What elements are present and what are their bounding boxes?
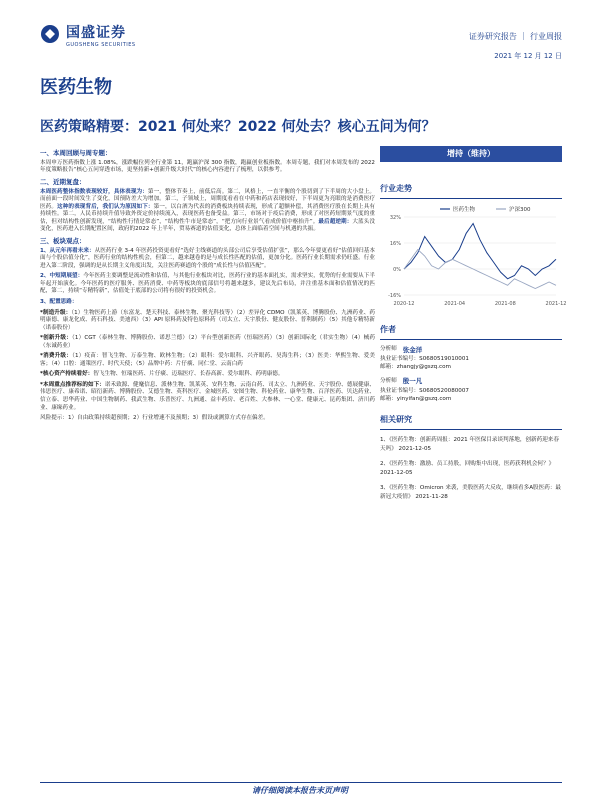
- sector-title: 医药生物: [40, 77, 112, 98]
- y-tick-label: 32%: [389, 214, 401, 221]
- list-item: *消费升级：（1）疫苗：智飞生物、万泰生物、欧林生物；（2）眼科：爱尔眼科、兴齐眼药、昊海生科；（3）医美：华熙生物、爱美客；（4）口腔：通策医疗、时代天使；（5）品牌中药：片仔癀、同仁堂、云南白药: [40, 353, 375, 367]
- footer-divider: [40, 782, 562, 783]
- rating-badge: 增持（维持）: [380, 146, 562, 162]
- analyst-row: 分析师 张金洋: [380, 345, 423, 354]
- list-item: *本周重点推荐标的如下：诺禾致源、健麾信息、派林生物、凯莱英、安科生物、云南白药、司太立、九洲药业、天宇股份、德展健康、伟思医疗、康希诺、昭衍新药、博腾股份、艾德生物、英科医疗、金城医药、安图生物、科伦药业、康华生物、百洋医药、贝达药业、信立泰、思华药业、中国生物制药、我武生物、乐普医疗、九洲通、益丰药房、老百姓、大参林、一心堂、健康元、昆药集团、济川药业、康缘药业。: [40, 381, 375, 411]
- risk-note: 风险提示：1）自由政策持续超预期；2）行业增速不及预期；3）假设或测算方式存在偏差。: [40, 415, 269, 422]
- analyst-row: 分析师 殷一凡: [380, 377, 423, 386]
- brand-name-cn: 国盛证券: [66, 25, 126, 41]
- brand-logo-icon: [40, 24, 60, 44]
- analyst-license: 执业证书编号：S0680519010001: [380, 356, 469, 363]
- trend-chart-svg: [380, 203, 567, 313]
- section-heading: 一、本周回顾与周专题：: [40, 149, 112, 157]
- page-title: 医药策略精要：2021 何处来？2022 何处去？核心五问为何？: [40, 119, 436, 135]
- brand-name-en: GUOSHENG SECURITIES: [66, 42, 136, 48]
- section-text: 2、中短期展望：今年医药主要调整是流动性和估值，与其他行业板块对比，医药行业的基本面扎实，需求坚实，优势的行业需要从下半年起开始演化。今年医药的医疗服务、医药消费、中药等板块的底部信号将越来越多，建议先后布局，并注重基本面和估值情况的匹配，第二，持续“专精特新”，估值处于底部的公司将有很好的投资机会。: [40, 273, 375, 295]
- trend-heading: 行业走势: [380, 184, 562, 199]
- list-item: *核心资产持续看好：智飞生物、恒瑞医药、片仔癀、迈瑞医疗、长春高新、爱尔眼科、药明康德。: [40, 371, 284, 378]
- related-item[interactable]: 3、《医药生物：Omicron 来袭，美股医药大反攻，继续看多A股医药：最新冠大疫情》 2021-11-28: [380, 484, 562, 500]
- y-tick-label: 16%: [389, 240, 401, 247]
- analyst-heading: 作者: [380, 325, 562, 340]
- trend-chart: [380, 203, 567, 313]
- series-line-0: [404, 223, 556, 278]
- legend-label: 医药生物: [453, 206, 476, 213]
- section-text: 1、从元年再看未来：从医药行业 3-4 年医药投资更看好“选好主线赛道的头部公司后享受估值扩张”，那么今年要更看好“估值回归基本面与个股估值分化”，医药行业的结构性机会，但第二，越来越卷的是与成长性匹配的估值，更加分化。医药行业长期需求仍旺盛。行业进入第二阶段，强调的是从长期主义角度出发，关注医药赛道的个股的“成长性与估值匹配”。: [40, 247, 375, 269]
- section-text: 3、配置思路：: [40, 298, 78, 305]
- related-item[interactable]: 2、《医药生物：激励、员工持股，回购集中出现，医药获利机会何？》 2021-12-05: [380, 460, 555, 476]
- related-item[interactable]: 1、《医药生物：创新药周报：2021 年医保目录谈判落地，创新药迎来春天吗》 2021-12-05: [380, 437, 559, 453]
- analyst-email[interactable]: 邮箱：yinyifan@gszq.com: [380, 395, 452, 402]
- footer-note: 请仔细阅读本报告末页声明: [252, 786, 348, 795]
- analyst-license: 执业证书编号：S0680520080007: [380, 388, 469, 395]
- related-heading: 相关研究: [380, 415, 562, 430]
- section-text: 本周申万医药指数上涨 1.08%，涨跌幅位列全行业第 11，跑赢沪深 300 指数，跑赢创业板指数。本周专题，我们对本周发布的 2022 年度策略报告“核心五问穿透市场，更坚持新+创新升级大时代”的核心内容进行了梳理，以供参考。: [40, 159, 375, 174]
- list-item: *创新升级：（1）CGT（泰林生物、博腾股份、诺思兰德）（2）平台型创新医药（恒瑞医药）（3）创新国际化（君实生物）（4）械药（东诚药业）: [40, 335, 375, 349]
- section-heading: 二、近期复盘：: [40, 177, 86, 186]
- x-tick-label: 2021-08: [494, 300, 516, 307]
- x-tick-label: 2021-04: [444, 300, 466, 307]
- report-type: 证券研究报告 ｜ 行业周报: [468, 32, 562, 41]
- analyst-email[interactable]: 邮箱：zhangjy@gszq.com: [380, 363, 451, 370]
- related-list: [380, 436, 562, 502]
- legend-label: 沪深300: [509, 206, 531, 213]
- section-heading: 三、板块观点：: [40, 236, 86, 245]
- y-tick-label: 0%: [393, 266, 401, 273]
- report-date: 2021 年 12 月 12 日: [494, 52, 562, 60]
- main-text: [40, 146, 375, 766]
- list-item: *制造升级：（1）生物医药上游（东富龙、楚天科技、泰林生物、聚光科技等）（2）差异化 CDMO（凯莱英、博腾股份、九洲药业、药明康德、康龙化成、药石科技、美迪西）（3）API 原料药及特色原料药（司太立、天宇股份、健友股份、普利制药）（5）其他专精特新（诺泰股份）: [40, 309, 375, 331]
- section-text: 本周医药整体指数表现较好，具体表现为：第一，整体节奏上，前低后高。第二，风格上，一直平衡的个股切到了下半周的大小盘上。而前面一段时间发生了变化，国预防差大为增加。第二，子领域上，周期度看看在中药和药店表现较好，下半周更为亮眼的是消费医疗医药。这种的表现背后，我们认为原因如下：第一，以白酒为代表的消费板块持续表现，形成了超额补偿，其消费医疗股在长期上具有持续性。第二，人民币持续升值导致外资定价持续流入，表现医药也备受益。第三，市场对于疫后消费，形成了对医药短期景气度的重估，但对结构性创新发现，“结构性行情是常态”，“结构性牛市是常态”，“把方向行业景气看成价值中枢抬升”。最后超逆期：大蓝头没变化，医药进入长期配置区间，政府的2022 年上半年，贸易赛道的估值变化，总体上面临着空间与机遇的共振。: [40, 188, 375, 233]
- analyst-block: [380, 346, 562, 404]
- sidebar: [380, 146, 567, 508]
- x-tick-label: 2020-12: [393, 300, 415, 307]
- report-header: [40, 14, 562, 62]
- y-tick-label: -16%: [388, 292, 401, 299]
- x-tick-label: 2021-12: [545, 300, 567, 307]
